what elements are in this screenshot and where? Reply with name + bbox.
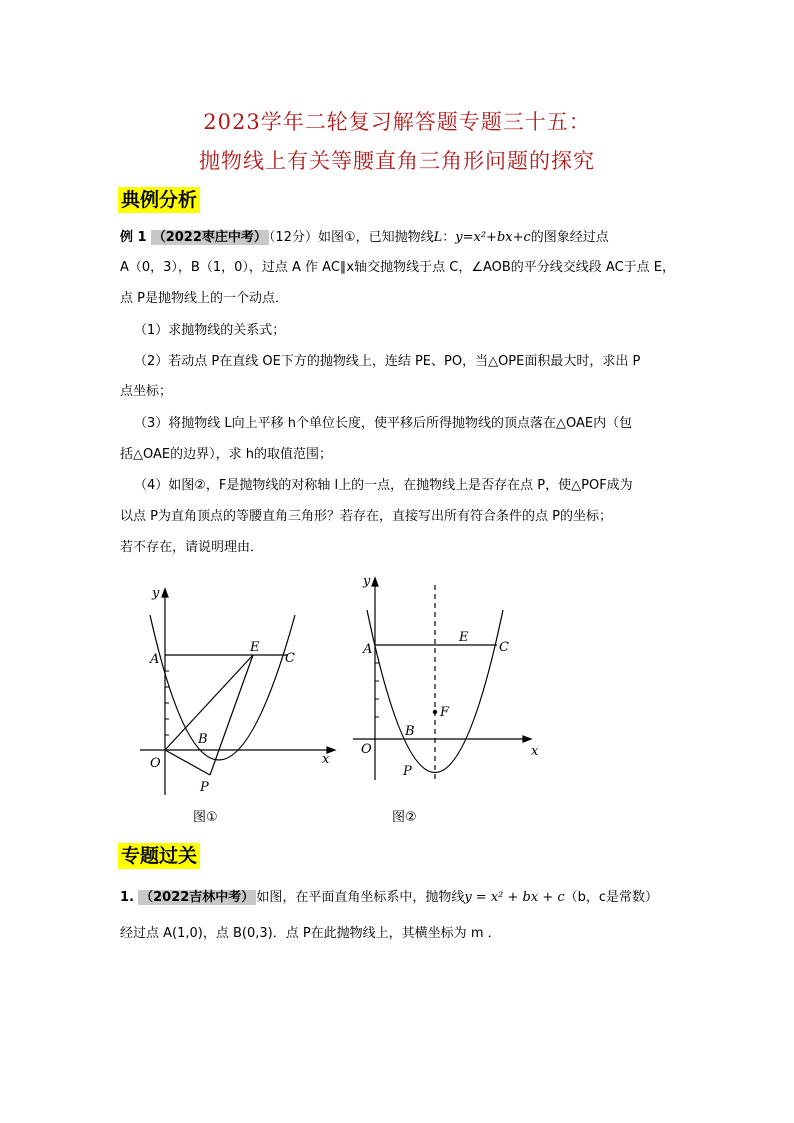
question-2-line-a: （2）若动点 P在直线 OE下方的抛物线上，连结 PE、PO，当△OPE面积最大时，求出 P xyxy=(134,354,641,369)
title-line-2: 抛物线上有关等腰直角三角形问题的探究 xyxy=(199,149,595,173)
figure-1 xyxy=(130,575,340,810)
example-source-badge: （2022枣庄中考） xyxy=(152,230,267,245)
figure-1-caption: 图① xyxy=(193,810,218,825)
label-x: x xyxy=(531,744,539,759)
question-4-line-c: 若不存在，请说明理由． xyxy=(120,540,264,555)
parabola-equation: y=x²+bx+c xyxy=(455,230,531,245)
x-axis-arrow xyxy=(523,736,531,742)
label-F: F xyxy=(440,705,450,720)
question-4-line-a: （4）如图②，F是抛物线的对称轴 l上的一点，在抛物线上是否存在点 P，使△POF成为 xyxy=(134,478,633,493)
question-2-line-b: 点坐标； xyxy=(120,384,173,399)
example-text-b: 的图象经过点 xyxy=(530,230,609,245)
label-P: P xyxy=(403,764,412,779)
example-label: 例 1 xyxy=(120,230,147,245)
colon: ： xyxy=(442,230,456,245)
label-B: B xyxy=(405,724,415,739)
label-O: O xyxy=(150,756,161,771)
example-score: （12分） xyxy=(268,230,318,245)
question-4-line-b: 以点 P为直角顶点的等腰直角三角形？若存在，直接写出所有符合条件的点 P的坐标； xyxy=(120,509,612,524)
example-text-a: 如图①，已知抛物线 xyxy=(317,230,434,245)
figure-2 xyxy=(345,565,555,795)
segment-OE xyxy=(165,655,253,750)
label-E: E xyxy=(459,630,469,645)
parabola-name: L xyxy=(433,230,443,245)
problem-source-badge: （2022吉林中考） xyxy=(140,890,255,905)
label-y: y xyxy=(363,574,371,589)
question-1: （1）求抛物线的关系式； xyxy=(134,323,286,338)
question-3-line-b: 括△OAE的边界），求 h的取值范围； xyxy=(120,447,332,462)
label-C: C xyxy=(285,651,295,666)
label-y: y xyxy=(152,586,160,601)
example-1-line-3: 点 P是抛物线上的一个动点． xyxy=(120,291,288,306)
label-x: x xyxy=(322,752,330,767)
point-F xyxy=(433,710,437,714)
label-B: B xyxy=(198,732,208,747)
section-heading-examples: 典例分析 xyxy=(118,187,200,213)
problem-1-line-1 xyxy=(120,884,682,911)
label-C: C xyxy=(499,640,509,655)
problem-text-2: （b，c是常数） xyxy=(564,890,659,905)
problem-equation: y = x² + bx + c xyxy=(464,890,565,905)
label-A: A xyxy=(363,642,373,657)
y-axis-arrow xyxy=(162,589,168,597)
label-E: E xyxy=(250,640,260,655)
example-1-line-1 xyxy=(120,224,682,251)
label-A: A xyxy=(150,652,160,667)
problem-1-line-2: 经过点 A(1,0)，点 B(0,3)．点 P在此抛物线上，其横坐标为 m ． xyxy=(120,926,501,941)
example-1-line-2: A（0，3），B（1，0），过点 A 作 AC∥x轴交抛物线于点 C，∠AOB的平分线交线段 AC于点 E， xyxy=(120,260,676,275)
section-heading-practice: 专题过关 xyxy=(118,843,200,869)
label-P: P xyxy=(200,780,209,795)
label-O: O xyxy=(361,742,372,757)
problem-number: 1. xyxy=(120,890,134,905)
problem-text-1: 如图，在平面直角坐标系中，抛物线 xyxy=(256,890,465,905)
y-axis-arrow xyxy=(372,578,378,586)
title-line-1: 2023学年二轮复习解答题专题三十五： xyxy=(203,110,591,134)
question-3-line-a: （3）将抛物线 L向上平移 h个单位长度，使平移后所得抛物线的顶点落在△OAE内（包 xyxy=(134,416,633,431)
figure-2-caption: 图② xyxy=(392,810,417,825)
segment-PE xyxy=(210,655,253,775)
